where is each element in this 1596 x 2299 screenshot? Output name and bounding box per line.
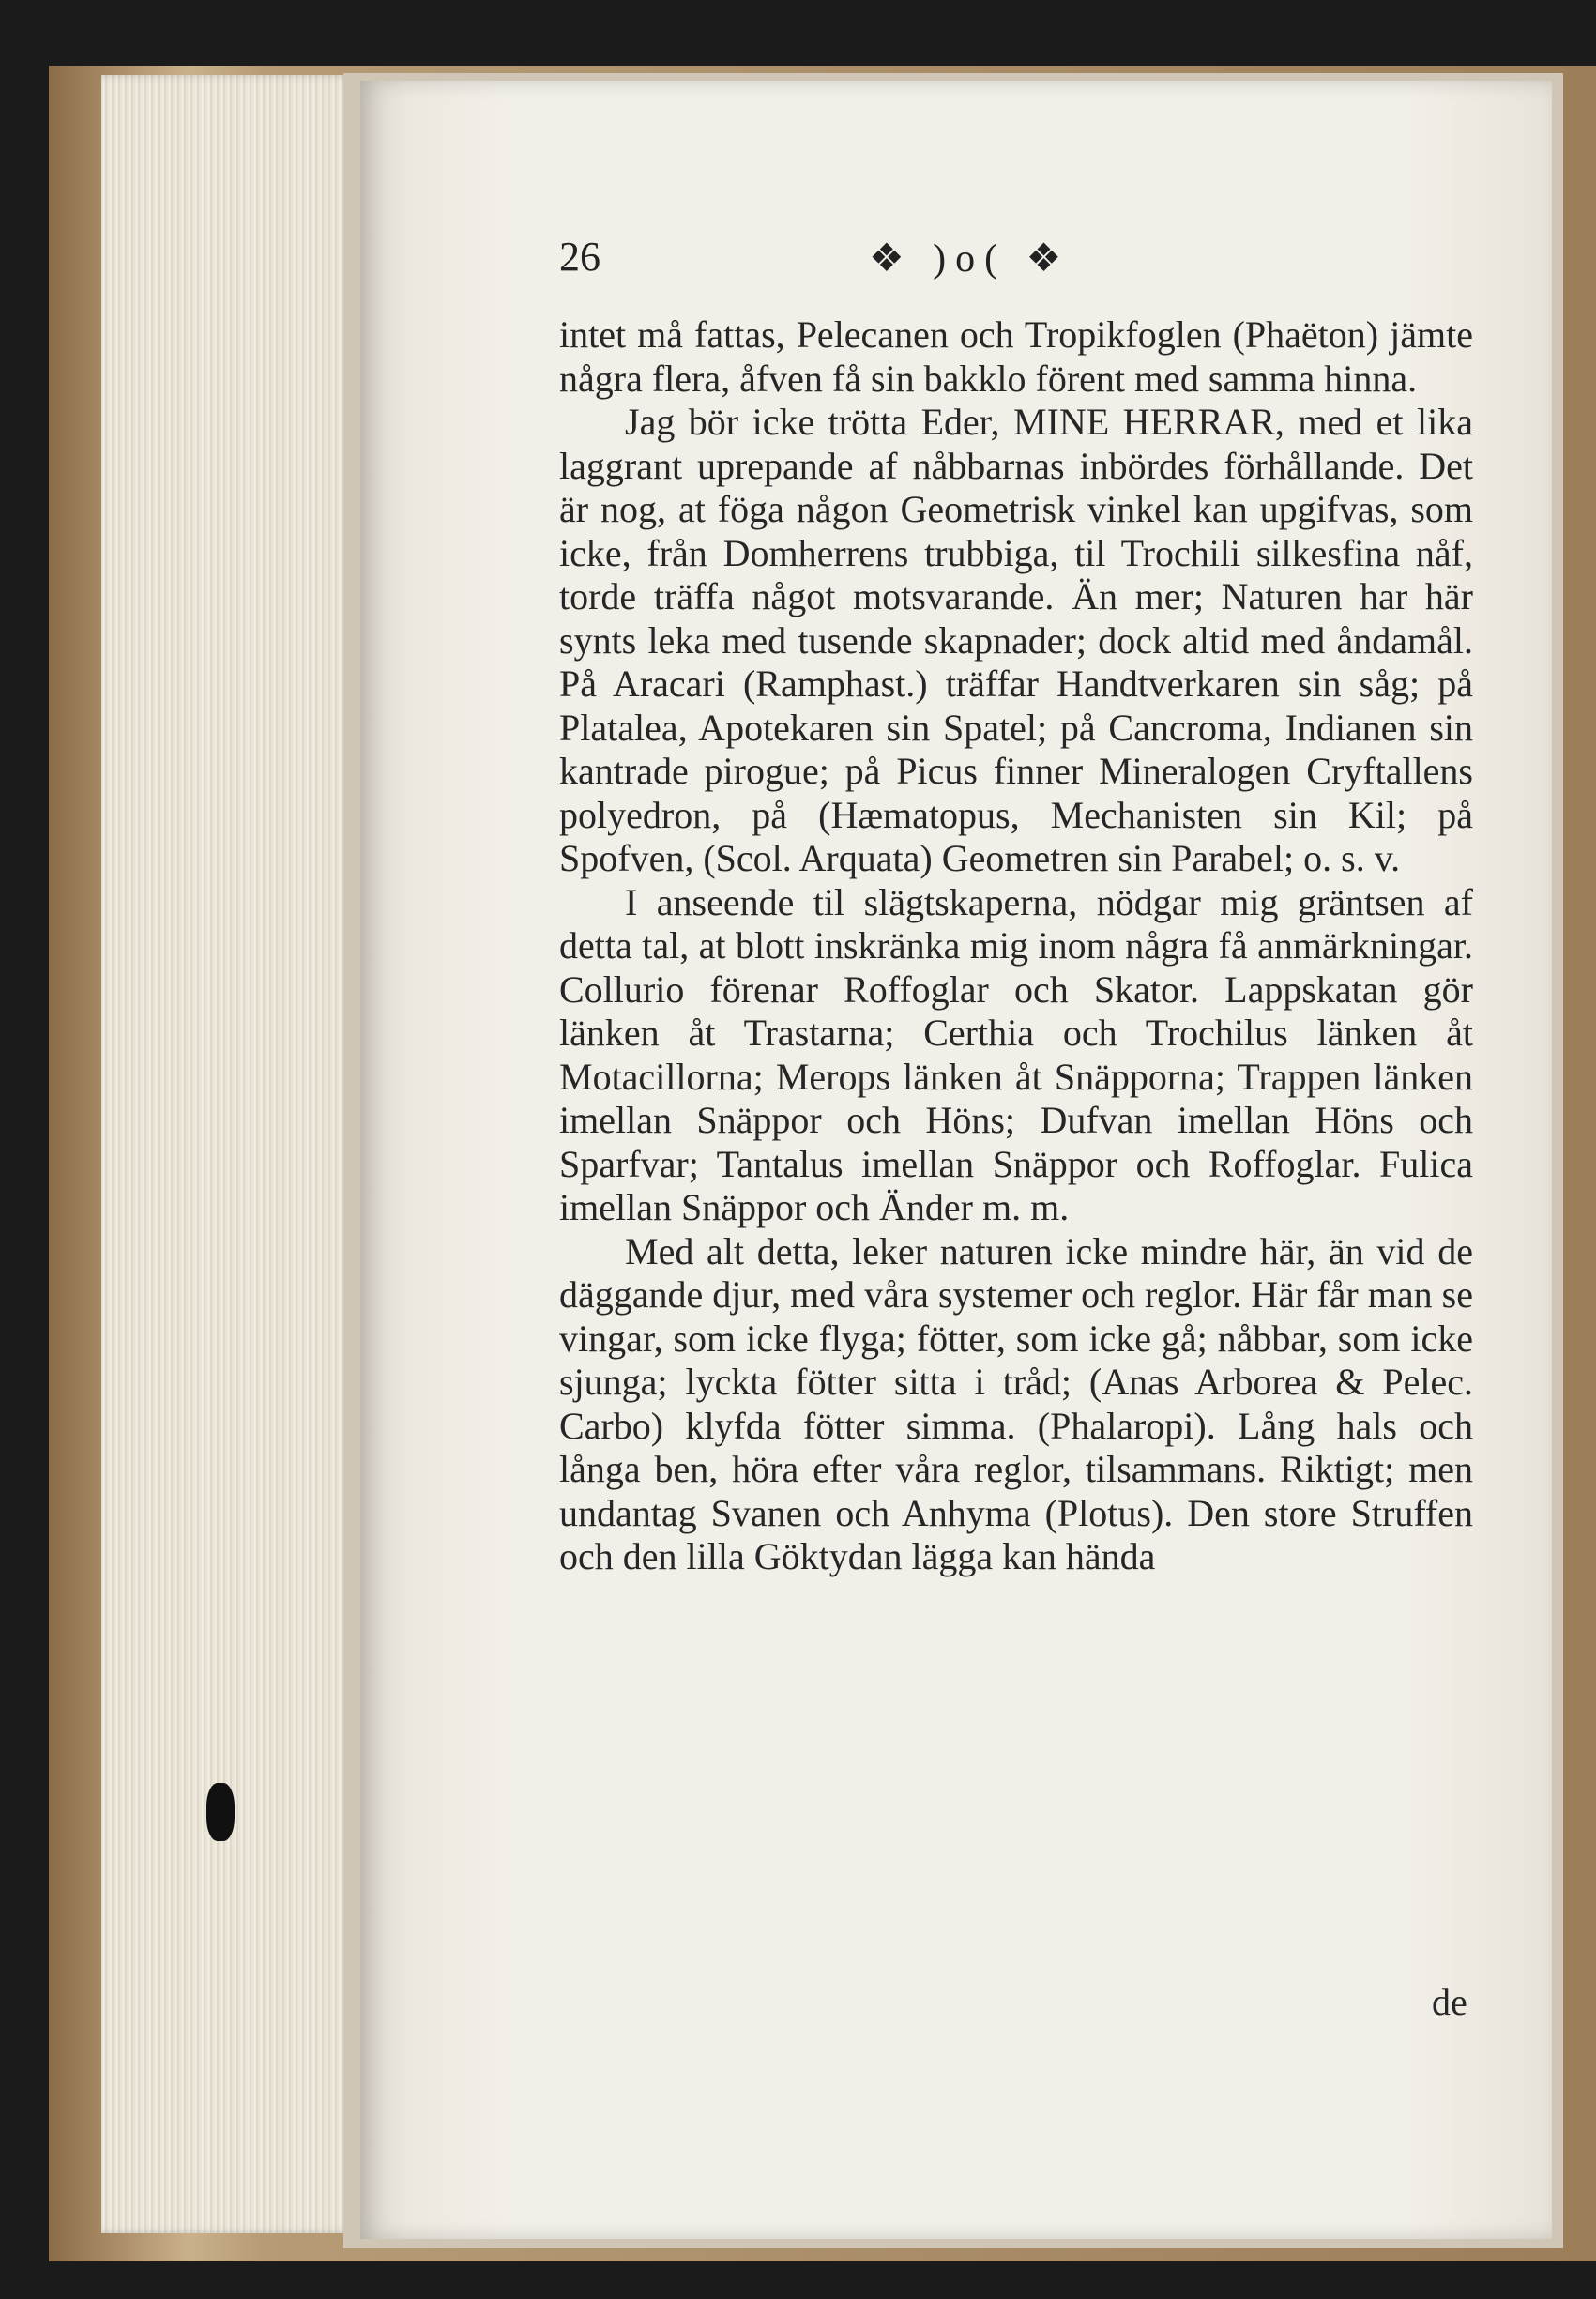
paragraph-1: intet må fattas, Pelecanen och Tropikfoglen (Phaëton) jämte några flera, åfven få sin bakklo förent med samma hinna. (559, 313, 1473, 400)
ink-mark (206, 1783, 235, 1841)
paragraph-4: Med alt detta, leker naturen icke mindre här, än vid de däggande djur, med våra systemer och reglor. Här får man se vingar, som icke flyga; fötter, som icke gå; nåbbar, som icke sjunga; lyckta fötter sitta i tråd; (Anas Arborea & Pelec. Carbo) klyfda fötter simma. (Phalaropi). Lång hals och långa ben, höra efter våra reglor, tilsammans. Riktigt; men undantag Svanen och Anhyma (Plotus). Den store Struffen och den lilla Göktydan lägga kan hända (559, 1229, 1473, 1577)
page-number: 26 (559, 234, 600, 280)
paragraph-3: I anseende til slägtskaperna, nödgar mig gräntsen af detta tal, at blott inskränka mig inom några få anmärkningar. Collurio förenar Roffoglar och Skator. Lappskatan gör länken åt Trastarna; Certhia och Trochilus länken åt Motacillorna; Merops länken åt Snäpporna; Trappen länken imellan Snäppor och Höns; Dufvan imellan Höns och Sparfvar; Tantalus imellan Snäppor och Roffoglar. Fulica imellan Snäppor och Änder m. m. (559, 880, 1473, 1228)
body-text (559, 313, 1473, 1579)
running-head (559, 233, 1497, 291)
paragraph-2: Jag bör icke trötta Eder, MINE HERRAR, med et lika laggrant uprepande af nåbbarnas inbördes förhållande. Det är nog, at föga någon Geometrisk vinkel kan upgifvas, som icke, från Domherrens trubbiga, til Trochili silkesfina nåf, torde träffa något motsvarande. Än mer; Naturen har här synts leka med tusende skapnader; dock altid med åndamål. På Aracari (Ramphast.) träffar Handtverkaren sin såg; på Platalea, Apotekaren sin Spatel; på Cancroma, Indianen sin kantrade pirogue; på Picus finner Mineralogen Cryftallens polyedron, på (Hæmatopus, Mechanisten sin Kil; på Spofven, (Scol. Arquata) Geometren sin Parabel; o. s. v. (559, 401, 1473, 879)
header-ornament: ❖ )o( ❖ (869, 237, 1072, 281)
catchword: de (1432, 1981, 1467, 2023)
page-block-edge (101, 75, 355, 2233)
